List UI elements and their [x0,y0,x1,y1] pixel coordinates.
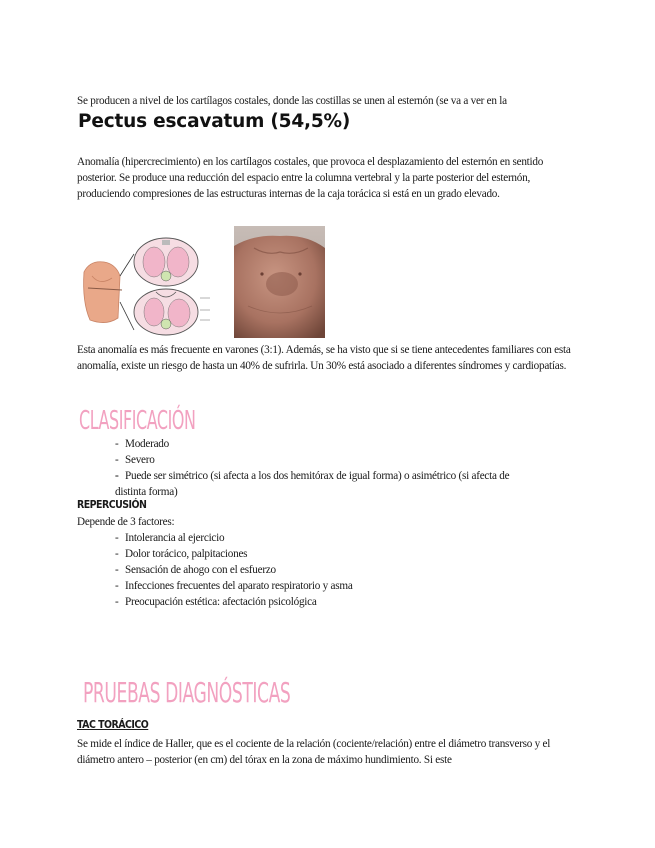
intro-line: Se producen a nivel de los cartílagos costales, donde las costillas se unen al esternón (se va a ver en la [77,95,507,107]
list-item: - Severo [115,452,525,468]
chest-photo-image [234,226,325,338]
clasificacion-heading: CLASIFICACIÓN [79,406,196,436]
page-title: Pectus escavatum (54,5%) [78,111,351,132]
list-item: - Infecciones frecuentes del aparato respiratorio y asma [115,578,525,594]
pruebas-heading: PRUEBAS DIAGNÓSTICAS [83,676,291,709]
list-item: - Intolerancia al ejercicio [115,530,525,546]
repercusion-heading: REPERCUSIÓN [77,499,147,511]
list-item: - Sensación de ahogo con el esfuerzo [115,562,525,578]
tac-heading: TAC TORÁCICO [77,719,149,731]
paragraph-frequency: Esta anomalía es más frecuente en varones (3:1). Además, se ha visto que si se tiene antecedentes familiares con esta anomalía, existe un riesgo de hasta un 40% de sufrirla. Un 30% está asociado a diferentes síndromes y cardiopatías. [77,344,571,373]
list-item: - Moderado [115,436,525,452]
paragraph-definition: Anomalía (hipercrecimiento) en los cartílagos costales, que provoca el desplazamiento del esternón en sentido posterior. Se produce una reducción del espacio entre la columna vertebral y la parte posterior del esternón, produciendo compresiones de las estructuras internas de la caja torácica si está en un grado elevado. [77,156,544,201]
list-item-text: Puede ser simétrico (si afecta a los dos hemitórax de igual forma) o asimétrico (si afecta de distinta forma) [115,470,510,498]
repercusion-intro: Depende de 3 factores: [77,516,175,528]
tac-paragraph: Se mide el índice de Haller, que es el cociente de la relación (cociente/relación) entre el diámetro transverso y el diámetro antero – posterior (en cm) del tórax en la zona de máximo hundimiento. Si este [77,738,551,767]
clasificacion-list [115,436,525,500]
list-item: - Preocupación estética: afectación psicológica [115,594,525,610]
ct-diagram-image [80,232,218,338]
list-item: - - Puede ser simétrico (si afecta a los dos hemitórax de igual forma) o asimétrico (si afecta de distinta forma) [115,468,525,500]
list-item: - Dolor torácico, palpitaciones [115,546,525,562]
repercusion-list [115,530,525,610]
